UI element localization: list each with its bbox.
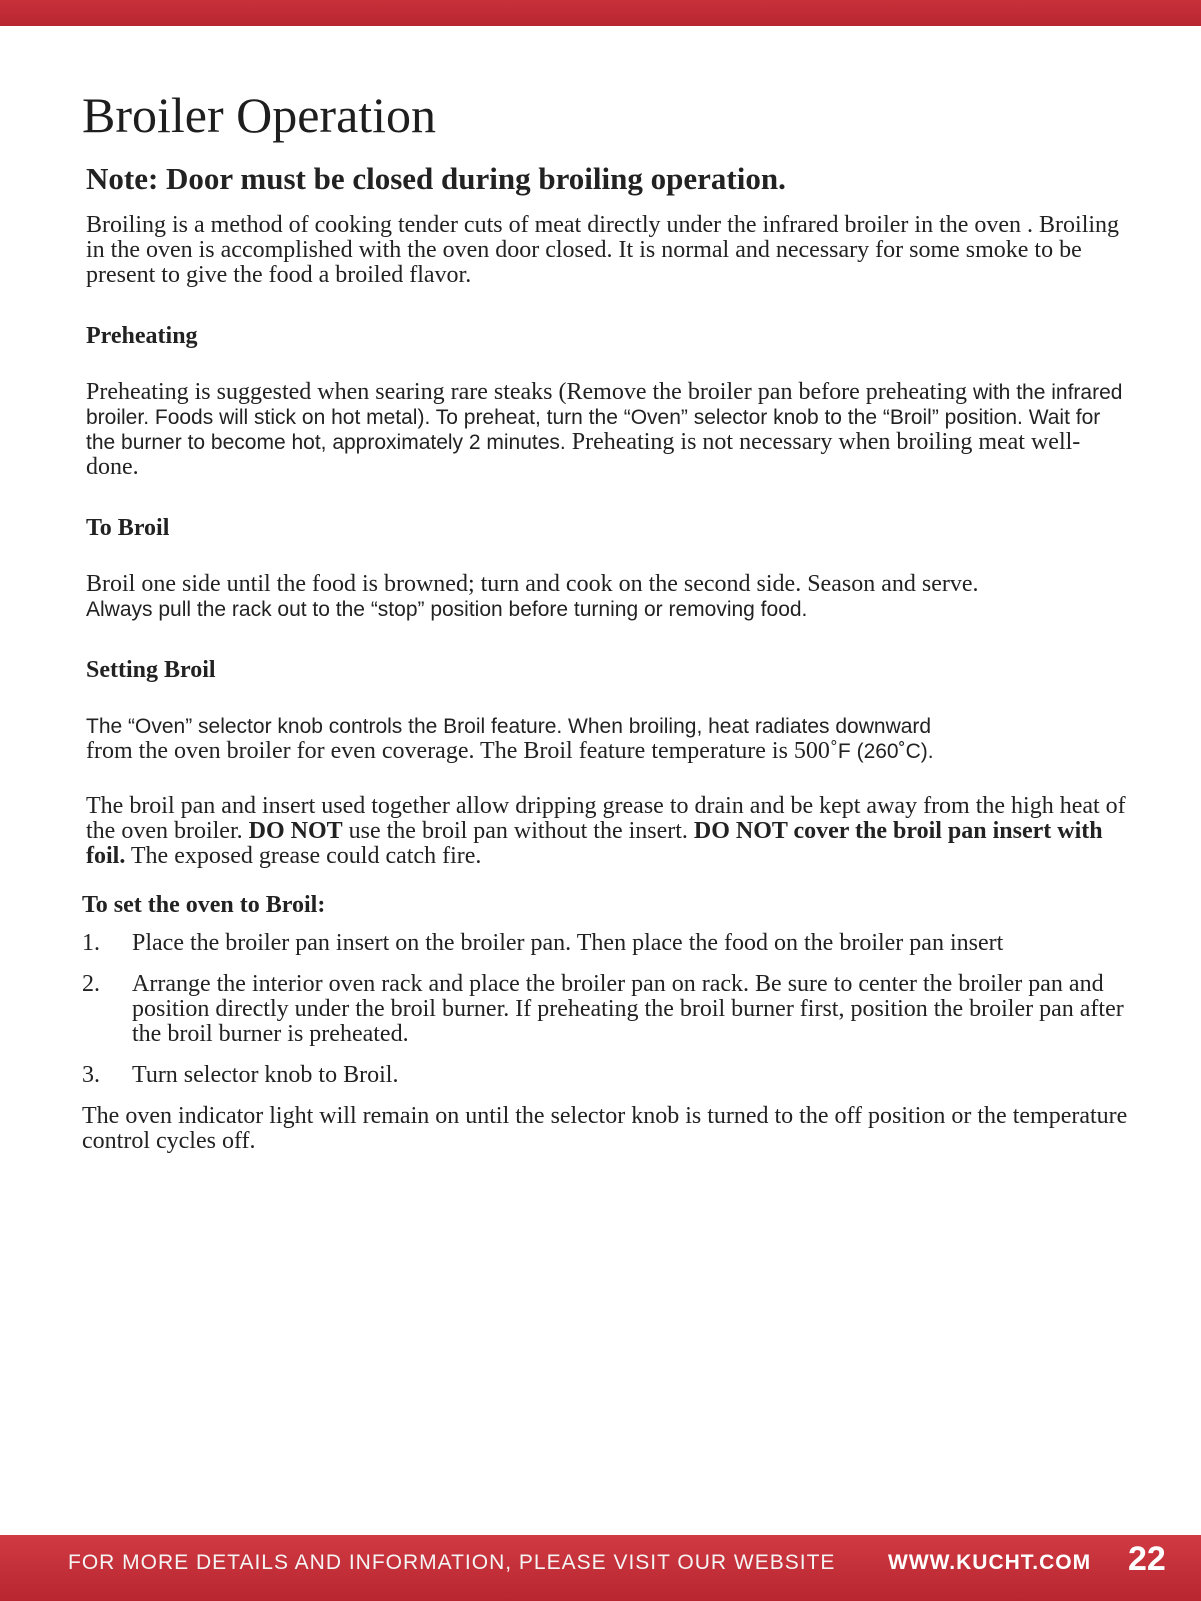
setting-broil-line2b: F (260˚C).: [837, 739, 934, 763]
step-item: [82, 1063, 1132, 1088]
page-title: Broiler Operation: [82, 87, 437, 143]
intro-paragraph: Broiling is a method of cooking tender cuts of meat directly under the infrared broiler in the oven . Broiling in the oven is accomplished with the oven door closed. It is normal and necessary for some smoke to be present to give the food a broiled flavor.: [86, 211, 1120, 288]
step-text: Turn selector knob to Broil.: [132, 1061, 399, 1088]
setting-broil-line1: The “Oven” selector knob controls the Broil feature. When broiling, heat radiates downward: [86, 714, 932, 738]
website-link[interactable]: WWW.KUCHT.COM: [888, 1551, 1092, 1574]
step-item: [82, 972, 1132, 1047]
door-note: Note: Door must be closed during broiling operation.: [86, 161, 786, 196]
setting-broil-paragraph: [86, 714, 1132, 764]
step-item: [82, 931, 1132, 956]
page-content: [82, 88, 1132, 1154]
set-oven-heading: To set the oven to Broil:: [82, 891, 326, 918]
step-number: 3.: [82, 1061, 100, 1088]
do-not-warning-1: DO NOT: [248, 817, 343, 844]
preheating-text-end: Preheating is not necessary when broiling meat well-done.: [86, 428, 1081, 480]
preheating-heading: Preheating: [86, 322, 198, 349]
broil-pan-text-b: use the broil pan without the insert.: [342, 817, 694, 844]
setting-broil-line2a: from the oven broiler for even coverage. The Broil feature temperature is 500˚: [86, 737, 838, 764]
do-not-warning-2: DO NOT cover the broil pan insert with foil.: [86, 817, 1103, 869]
page-number: 22: [1128, 1540, 1166, 1578]
setting-broil-heading: Setting Broil: [86, 656, 216, 683]
top-accent-bar: [0, 0, 1201, 26]
to-broil-line2: Always pull the rack out to the “stop” position before turning or removing food.: [86, 597, 808, 621]
broil-pan-text-c: The exposed grease could catch fire.: [125, 842, 482, 869]
step-number: 1.: [82, 929, 100, 956]
closing-paragraph: The oven indicator light will remain on until the selector knob is turned to the off position or the temperature control cycles off.: [82, 1102, 1128, 1154]
step-text: Arrange the interior oven rack and place the broiler pan on rack. Be sure to center the broiler pan and position directly under the broil burner. If preheating the broil burner first, position the broiler pan after the broil burner is preheated.: [132, 970, 1124, 1047]
to-broil-paragraph: [86, 572, 1132, 622]
step-text: Place the broiler pan insert on the broiler pan. Then place the food on the broiler pan insert: [132, 929, 1004, 956]
broil-pan-text-a: The broil pan and insert used together allow dripping grease to drain and be kept away from the high heat of the oven broiler.: [86, 792, 1126, 844]
to-broil-heading: To Broil: [86, 514, 170, 541]
broil-pan-paragraph: [86, 794, 1132, 869]
set-oven-steps: [82, 931, 1132, 1088]
preheating-text-line1: Preheating is suggested when searing rare steaks (Remove the broiler pan before preheating: [86, 378, 968, 405]
to-broil-line1: Broil one side until the food is browned; turn and cook on the second side. Season and serve.: [86, 570, 979, 597]
step-number: 2.: [82, 970, 100, 997]
footer-info-text: FOR MORE DETAILS AND INFORMATION, PLEASE VISIT OUR WEBSITE: [68, 1551, 836, 1574]
preheating-text-mid: with the infrared broiler. Foods will stick on hot metal). To preheat, turn the “Oven” selector knob to the “Broil” position. Wait for the burner to become hot, approximately 2 minutes.: [86, 380, 1123, 454]
preheating-paragraph: [86, 380, 1132, 480]
